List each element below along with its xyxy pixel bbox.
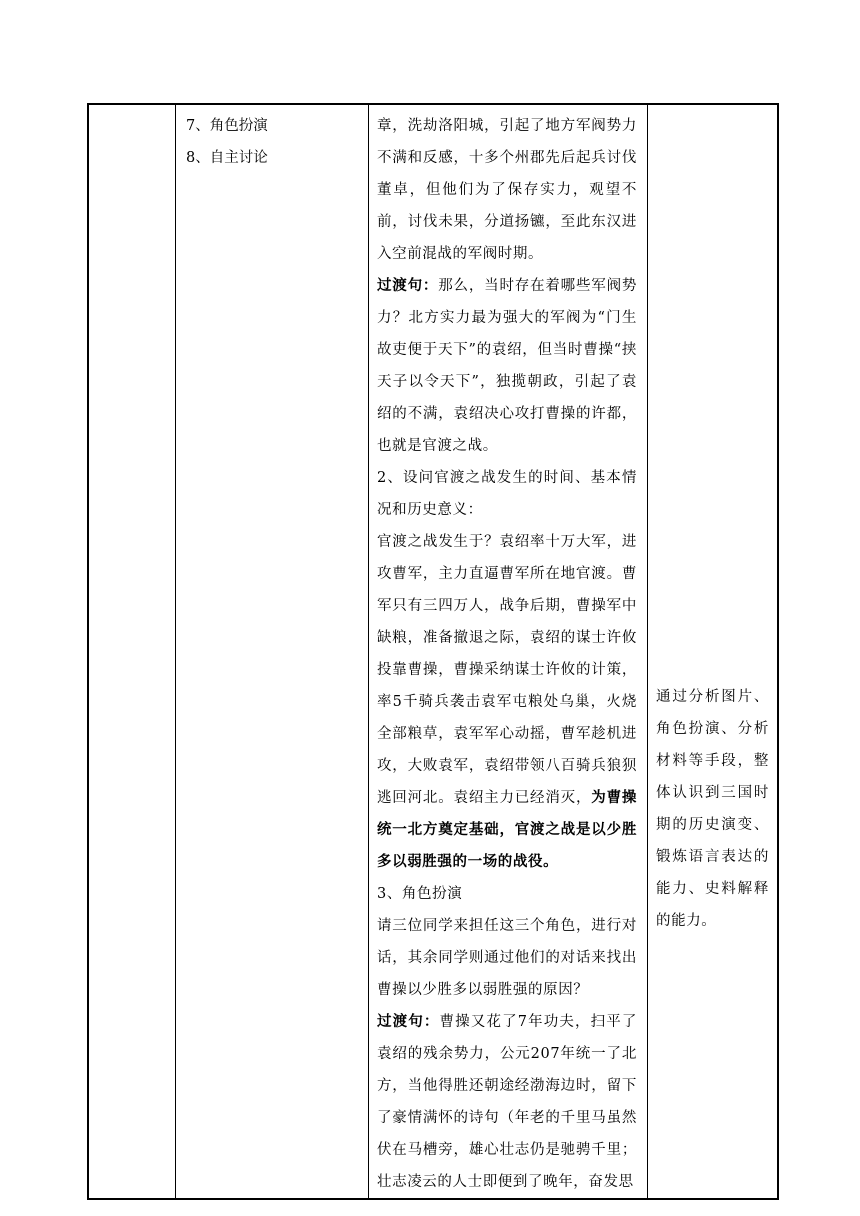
activity-paragraph: 请三位同学来担任这三个角色，进行对话，其余同学则通过他们的对话来找出曹操以少胜多以弱胜强的原因？ bbox=[377, 918, 637, 998]
steps-cell bbox=[176, 104, 369, 1199]
design-intent-text: 通过分析图片、角色扮演、分析材料等手段，整体认识到三国时期的历史演变、锻炼语言表达的能力、史料解释的能力。 bbox=[656, 689, 769, 929]
lesson-plan-table bbox=[87, 103, 779, 1200]
content-cell bbox=[369, 104, 648, 1199]
transition-paragraph bbox=[377, 270, 637, 462]
transition-label: 过渡句： bbox=[377, 1013, 440, 1030]
content-paragraph: 章，洗劫洛阳城，引起了地方军阀势力不满和反感，十多个州郡先后起兵讨伐董卓，但他们为了保存实力，观望不前，讨伐未果，分道扬镳，至此东汉进入空前混战的军阀时期。 bbox=[377, 118, 637, 262]
section-cell bbox=[88, 104, 176, 1199]
intent-cell bbox=[648, 104, 779, 1199]
step-item: 7、角色扮演 bbox=[186, 118, 268, 134]
battle-text: 官渡之战发生于？袁绍率十万大军，进攻曹军，主力直逼曹军所在地官渡。曹军只有三四万人，战争后期，曹操军中缺粮，准备撤退之际，袁绍的谋士许攸投靠曹操，曹操采纳谋士许攸的计策，率5千骑兵袭击袁军屯粮处乌巢，火烧全部粮草，袁军军心动摇，曹军趁机进攻，大败袁军，袁绍带领八百骑兵狼狈逃回河北。袁绍主力已经消灭， bbox=[377, 534, 637, 806]
content-paragraph bbox=[377, 526, 637, 878]
step-item: 8、自主讨论 bbox=[186, 150, 268, 166]
battle-conclusion: 为曹操统一北方奠定基础，官渡之战是以少胜多以弱胜强的一场的战役。 bbox=[377, 789, 637, 870]
table-row bbox=[88, 104, 778, 1199]
transition-text: 那么，当时存在着哪些军阀势力？北方实力最为强大的军阀为“门生故吏便于天下”的袁绍，但当时曹操“挟天子以令天下”，独揽朝政，引起了袁绍的不满，袁绍决心攻打曹操的许都，也就是官渡之战。 bbox=[377, 278, 637, 454]
question-paragraph: 2、设问官渡之战发生的时间、基本情况和历史意义： bbox=[377, 470, 637, 518]
activity-heading: 3、角色扮演 bbox=[377, 886, 463, 902]
transition-label: 过渡句： bbox=[377, 277, 439, 294]
transition-text: 曹操又花了7年功夫，扫平了袁绍的残余势力，公元207年统一了北方，当他得胜还朝途经渤海边时，留下了豪情满怀的诗句（年老的千里马虽然伏在马槽旁，雄心壮志仍是驰骋千里；壮志凌云的人士即便到了晚年，奋发思 bbox=[377, 1014, 637, 1190]
transition-paragraph bbox=[377, 1006, 637, 1198]
